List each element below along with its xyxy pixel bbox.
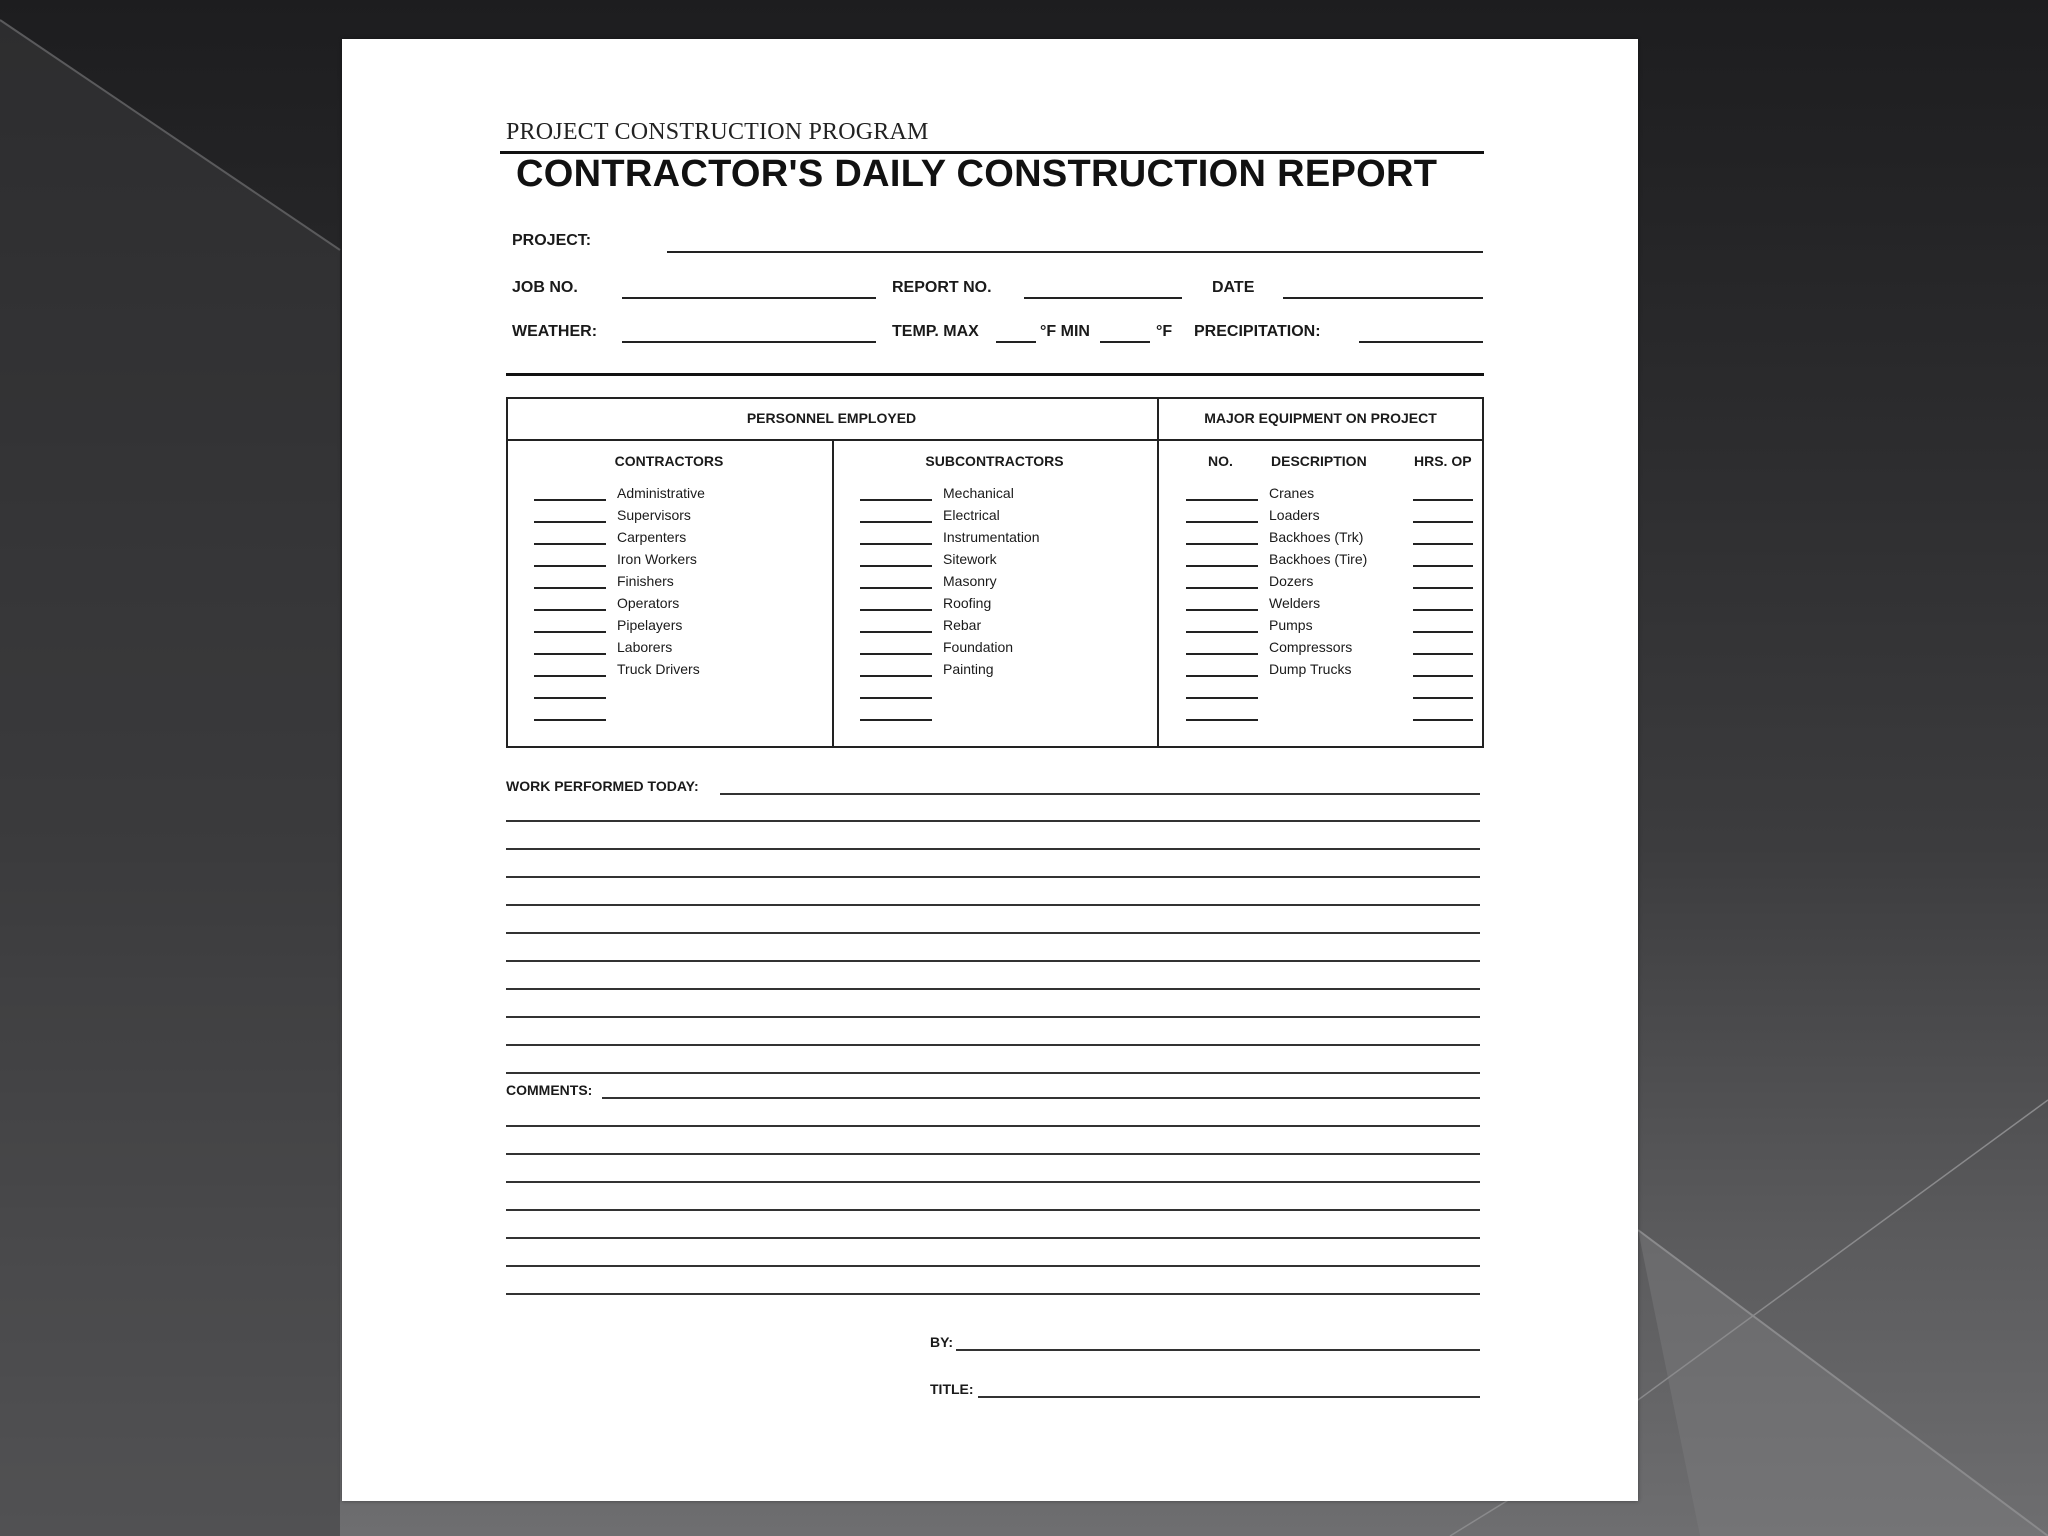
list-item: Backhoes (Tire) <box>1186 551 1482 573</box>
count-blank[interactable] <box>534 653 606 655</box>
list-item: Dump Trucks <box>1186 661 1482 683</box>
weather-label: WEATHER: <box>512 323 598 340</box>
hours-blank[interactable] <box>1413 521 1473 523</box>
list-item: Supervisors <box>534 507 824 529</box>
by-field[interactable] <box>956 1349 1480 1351</box>
hrs-op-header: HRS. OP <box>1414 453 1472 469</box>
list-item: Roofing <box>860 595 1150 617</box>
count-blank[interactable] <box>860 675 932 677</box>
by-label: BY: <box>930 1334 954 1350</box>
list-item: Pipelayers <box>534 617 824 639</box>
work-performed-label: WORK PERFORMED TODAY: <box>506 778 699 794</box>
list-item: Operators <box>534 595 824 617</box>
work-line[interactable] <box>720 793 1480 795</box>
count-blank[interactable] <box>534 521 606 523</box>
count-blank[interactable] <box>534 565 606 567</box>
count-blank[interactable] <box>1186 609 1258 611</box>
list-item: Sitework <box>860 551 1150 573</box>
comment-line[interactable] <box>602 1097 1480 1099</box>
comment-line[interactable] <box>506 1293 1480 1295</box>
count-blank[interactable] <box>1186 521 1258 523</box>
list-item: Iron Workers <box>534 551 824 573</box>
table-header-divider <box>506 439 1484 441</box>
contractors-list <box>534 485 824 727</box>
report-no-field[interactable] <box>1024 297 1182 299</box>
comments-label: COMMENTS: <box>506 1082 593 1098</box>
date-field[interactable] <box>1283 297 1483 299</box>
hours-blank[interactable] <box>1413 499 1473 501</box>
job-no-field[interactable] <box>622 297 876 299</box>
section-divider <box>506 373 1484 376</box>
hours-blank[interactable] <box>1413 565 1473 567</box>
temp-min-label: °F MIN <box>1040 323 1090 340</box>
description-header: DESCRIPTION <box>1271 453 1367 469</box>
work-line[interactable] <box>506 988 1480 990</box>
list-item <box>860 705 1150 727</box>
count-blank[interactable] <box>1186 653 1258 655</box>
count-blank[interactable] <box>1186 543 1258 545</box>
hours-blank[interactable] <box>1413 675 1473 677</box>
count-blank[interactable] <box>860 631 932 633</box>
no-header: NO. <box>1208 453 1233 469</box>
count-blank[interactable] <box>860 521 932 523</box>
count-blank[interactable] <box>860 609 932 611</box>
hours-blank[interactable] <box>1413 697 1473 699</box>
date-label: DATE <box>1212 279 1255 296</box>
hours-blank[interactable] <box>1413 587 1473 589</box>
list-item: Compressors <box>1186 639 1482 661</box>
comment-line[interactable] <box>506 1125 1480 1127</box>
title-label: TITLE: <box>930 1381 974 1397</box>
temp-min-field[interactable] <box>1100 341 1150 343</box>
count-blank[interactable] <box>860 587 932 589</box>
work-line[interactable] <box>506 876 1480 878</box>
weather-field[interactable] <box>622 341 876 343</box>
hours-blank[interactable] <box>1413 543 1473 545</box>
comment-line[interactable] <box>506 1153 1480 1155</box>
title-field[interactable] <box>978 1396 1480 1398</box>
list-item: Cranes <box>1186 485 1482 507</box>
count-blank[interactable] <box>860 697 932 699</box>
count-blank[interactable] <box>534 543 606 545</box>
list-item: Masonry <box>860 573 1150 595</box>
list-item: Foundation <box>860 639 1150 661</box>
subcontractors-list <box>860 485 1150 727</box>
list-item: Backhoes (Trk) <box>1186 529 1482 551</box>
count-blank[interactable] <box>534 719 606 721</box>
personnel-header: PERSONNEL EMPLOYED <box>746 410 917 426</box>
equipment-divider <box>1157 397 1159 748</box>
list-item: Dozers <box>1186 573 1482 595</box>
count-blank[interactable] <box>1186 587 1258 589</box>
work-line[interactable] <box>506 1044 1480 1046</box>
project-field[interactable] <box>667 251 1483 253</box>
list-item: Painting <box>860 661 1150 683</box>
temp-unit-label: °F <box>1156 323 1173 340</box>
report-document <box>342 39 1638 1501</box>
work-line[interactable] <box>506 848 1480 850</box>
list-item: Welders <box>1186 595 1482 617</box>
count-blank[interactable] <box>860 719 932 721</box>
precipitation-label: PRECIPITATION: <box>1194 323 1321 340</box>
hours-blank[interactable] <box>1413 653 1473 655</box>
list-item: Laborers <box>534 639 824 661</box>
count-blank[interactable] <box>534 675 606 677</box>
count-blank[interactable] <box>860 543 932 545</box>
work-line[interactable] <box>506 904 1480 906</box>
project-label: PROJECT: <box>512 232 592 249</box>
sub-divider <box>832 439 834 748</box>
count-blank[interactable] <box>860 565 932 567</box>
hours-blank[interactable] <box>1413 609 1473 611</box>
work-line[interactable] <box>506 960 1480 962</box>
comment-line[interactable] <box>506 1265 1480 1267</box>
count-blank[interactable] <box>534 609 606 611</box>
count-blank[interactable] <box>1186 565 1258 567</box>
work-line[interactable] <box>506 932 1480 934</box>
count-blank[interactable] <box>534 697 606 699</box>
work-line[interactable] <box>506 1016 1480 1018</box>
precipitation-field[interactable] <box>1359 341 1483 343</box>
count-blank[interactable] <box>1186 675 1258 677</box>
subcontractors-header: SUBCONTRACTORS <box>925 453 1064 469</box>
report-title: CONTRACTOR'S DAILY CONSTRUCTION REPORT <box>516 153 1438 195</box>
work-line[interactable] <box>506 1072 1480 1074</box>
count-blank[interactable] <box>860 653 932 655</box>
list-item: Electrical <box>860 507 1150 529</box>
program-heading: PROJECT CONSTRUCTION PROGRAM <box>506 119 929 145</box>
list-item: Mechanical <box>860 485 1150 507</box>
list-item: Loaders <box>1186 507 1482 529</box>
list-item: Administrative <box>534 485 824 507</box>
list-item <box>1186 705 1482 727</box>
comment-line[interactable] <box>506 1181 1480 1183</box>
job-no-label: JOB NO. <box>512 279 578 296</box>
count-blank[interactable] <box>1186 631 1258 633</box>
count-blank[interactable] <box>1186 719 1258 721</box>
count-blank[interactable] <box>860 499 932 501</box>
equipment-list <box>1186 485 1482 727</box>
comment-line[interactable] <box>506 1237 1480 1239</box>
count-blank[interactable] <box>1186 499 1258 501</box>
contractors-header: CONTRACTORS <box>614 453 724 469</box>
report-no-label: REPORT NO. <box>892 279 992 296</box>
list-item: Truck Drivers <box>534 661 824 683</box>
comment-line[interactable] <box>506 1209 1480 1211</box>
equipment-header: MAJOR EQUIPMENT ON PROJECT <box>1204 410 1437 426</box>
temp-max-field[interactable] <box>996 341 1036 343</box>
count-blank[interactable] <box>1186 697 1258 699</box>
work-line[interactable] <box>506 820 1480 822</box>
list-item <box>860 683 1150 705</box>
count-blank[interactable] <box>534 499 606 501</box>
list-item <box>534 705 824 727</box>
count-blank[interactable] <box>534 631 606 633</box>
count-blank[interactable] <box>534 587 606 589</box>
list-item: Instrumentation <box>860 529 1150 551</box>
list-item: Finishers <box>534 573 824 595</box>
temp-max-label: TEMP. MAX <box>892 323 979 340</box>
hours-blank[interactable] <box>1413 631 1473 633</box>
list-item: Rebar <box>860 617 1150 639</box>
list-item <box>534 683 824 705</box>
list-item: Pumps <box>1186 617 1482 639</box>
hours-blank[interactable] <box>1413 719 1473 721</box>
list-item <box>1186 683 1482 705</box>
list-item: Carpenters <box>534 529 824 551</box>
